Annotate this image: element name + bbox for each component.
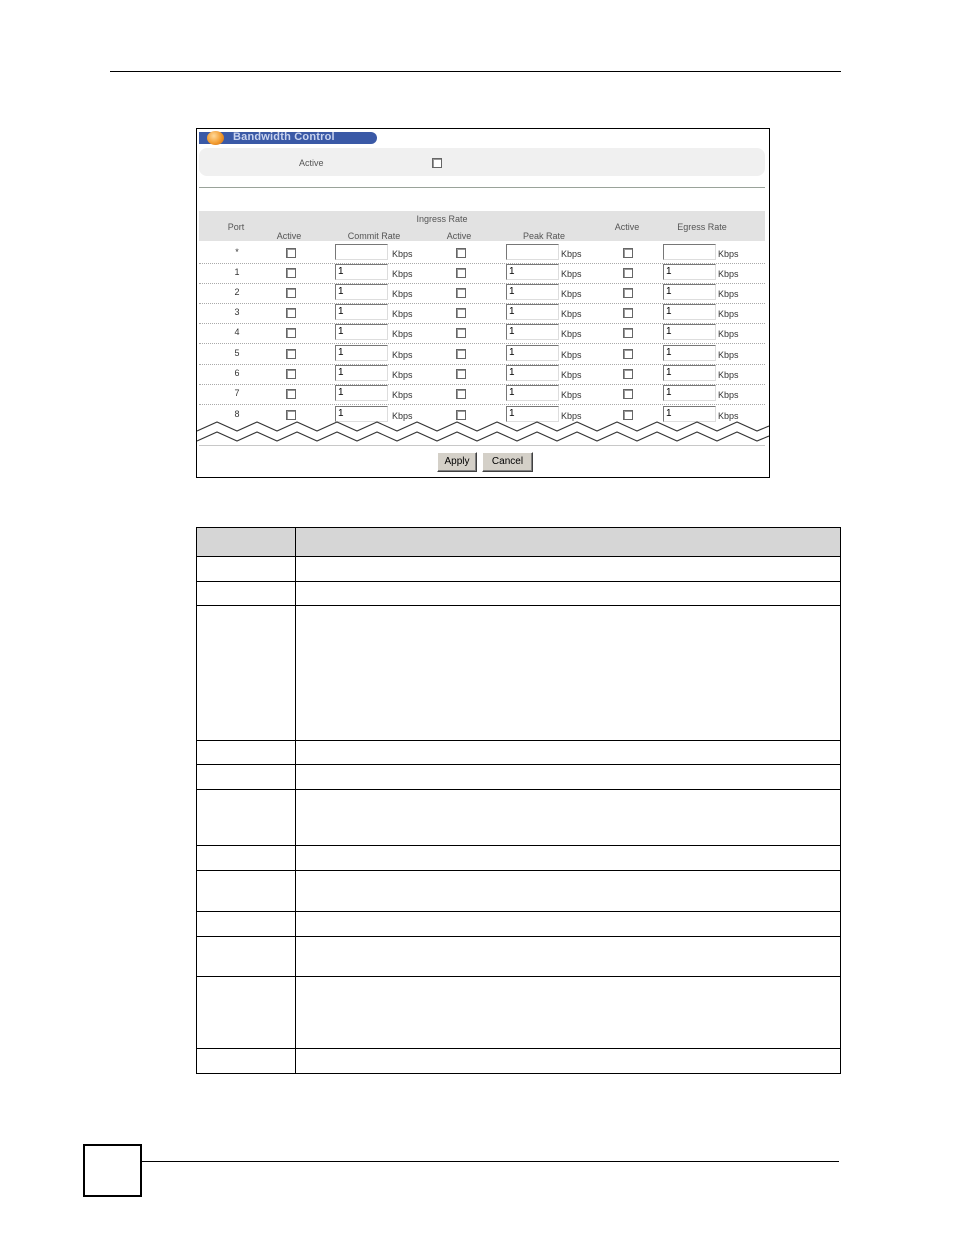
peak-rate-input[interactable]: 1 [506,264,559,280]
peak-rate-input[interactable]: 1 [506,284,559,300]
description-table-header [197,528,840,556]
row-divider [197,911,840,912]
screen-title: Bandwidth Control [233,131,335,143]
egress-rate-unit: Kbps [718,309,739,319]
port-number: 1 [234,267,240,277]
header-peak-rate: Peak Rate [522,231,566,241]
peak-rate-unit: Kbps [561,309,582,319]
bandwidth-control-screen [196,128,770,478]
ingress-active-checkbox[interactable] [286,389,296,399]
page-number-box [83,1144,142,1197]
commit-rate-input[interactable]: 1 [335,345,388,361]
commit-active-checkbox[interactable] [456,328,466,338]
egress-rate-input[interactable]: 1 [663,345,716,361]
commit-rate-input[interactable]: 1 [335,284,388,300]
egress-rate-unit: Kbps [718,289,739,299]
ingress-active-checkbox[interactable] [286,328,296,338]
apply-button[interactable]: Apply [437,452,477,472]
commit-rate-input[interactable]: 1 [335,406,388,422]
row-divider [197,845,840,846]
peak-rate-unit: Kbps [561,411,582,421]
egress-rate-input[interactable]: 1 [663,365,716,381]
cancel-button[interactable]: Cancel [482,452,533,472]
row-divider [197,605,840,606]
egress-active-checkbox[interactable] [623,328,633,338]
port-number: 3 [234,307,240,317]
peak-rate-unit: Kbps [561,289,582,299]
table-row [199,344,765,365]
egress-rate-input[interactable] [663,244,716,260]
port-number: 5 [234,348,240,358]
egress-active-checkbox[interactable] [623,369,633,379]
egress-active-checkbox[interactable] [623,389,633,399]
port-number: 4 [234,327,240,337]
commit-rate-unit: Kbps [392,370,413,380]
commit-active-checkbox[interactable] [456,308,466,318]
egress-rate-input[interactable]: 1 [663,264,716,280]
peak-rate-unit: Kbps [561,390,582,400]
header-commit-active: Active [446,231,472,241]
commit-rate-input[interactable]: 1 [335,264,388,280]
table-row [199,303,765,324]
egress-rate-input[interactable]: 1 [663,284,716,300]
header-ingress-active: Active [276,231,302,241]
peak-rate-input[interactable]: 1 [506,365,559,381]
ingress-active-checkbox[interactable] [286,288,296,298]
global-active-checkbox[interactable] [432,158,442,168]
table-row [199,364,765,385]
egress-rate-unit: Kbps [718,411,739,421]
ingress-active-checkbox[interactable] [286,369,296,379]
row-divider [197,789,840,790]
peak-rate-input[interactable]: 1 [506,345,559,361]
peak-rate-input[interactable] [506,244,559,260]
commit-rate-unit: Kbps [392,249,413,259]
commit-active-checkbox[interactable] [456,349,466,359]
peak-rate-unit: Kbps [561,249,582,259]
commit-rate-input[interactable]: 1 [335,324,388,340]
commit-active-checkbox[interactable] [456,248,466,258]
egress-rate-unit: Kbps [718,370,739,380]
commit-rate-unit: Kbps [392,411,413,421]
egress-rate-unit: Kbps [718,350,739,360]
peak-rate-unit: Kbps [561,350,582,360]
commit-active-checkbox[interactable] [456,288,466,298]
egress-rate-input[interactable]: 1 [663,304,716,320]
row-divider [197,1048,840,1049]
row-divider [197,581,840,582]
commit-rate-unit: Kbps [392,289,413,299]
peak-rate-input[interactable]: 1 [506,304,559,320]
egress-rate-unit: Kbps [718,329,739,339]
peak-rate-input[interactable]: 1 [506,324,559,340]
egress-active-checkbox[interactable] [623,248,633,258]
peak-rate-input[interactable]: 1 [506,406,559,422]
header-commit-rate: Commit Rate [347,231,401,241]
commit-active-checkbox[interactable] [456,268,466,278]
commit-rate-input[interactable]: 1 [335,365,388,381]
egress-rate-unit: Kbps [718,249,739,259]
commit-rate-input[interactable]: 1 [335,385,388,401]
egress-active-checkbox[interactable] [623,288,633,298]
port-number: 2 [234,287,240,297]
commit-rate-input[interactable] [335,244,388,260]
header-ingress-rate: Ingress Rate [416,214,468,224]
row-divider [197,740,840,741]
ingress-active-checkbox[interactable] [286,308,296,318]
egress-rate-unit: Kbps [718,269,739,279]
egress-rate-unit: Kbps [718,390,739,400]
table-row [199,323,765,344]
table-row [199,263,765,284]
peak-rate-input[interactable]: 1 [506,385,559,401]
header-egress-active: Active [614,222,640,232]
port-number: 7 [234,388,240,398]
separator [199,187,765,188]
top-rule [110,71,841,72]
table-row [199,283,765,304]
commit-rate-unit: Kbps [392,269,413,279]
egress-rate-input[interactable]: 1 [663,324,716,340]
column-divider [295,528,296,1073]
commit-active-checkbox[interactable] [456,389,466,399]
egress-active-checkbox[interactable] [623,349,633,359]
row-divider [197,764,840,765]
ingress-active-checkbox[interactable] [286,349,296,359]
egress-rate-input[interactable]: 1 [663,406,716,422]
torn-edge-zigzag [197,419,769,447]
global-active-strip [199,148,765,176]
port-number: 6 [234,368,240,378]
button-separator [199,445,765,446]
peak-rate-unit: Kbps [561,370,582,380]
row-divider [197,936,840,937]
table-row [199,243,765,264]
egress-active-checkbox[interactable] [623,308,633,318]
egress-rate-input[interactable]: 1 [663,385,716,401]
commit-rate-unit: Kbps [392,309,413,319]
commit-rate-input[interactable]: 1 [335,304,388,320]
header-egress-rate: Egress Rate [677,222,727,232]
port-number: 8 [234,409,240,419]
commit-active-checkbox[interactable] [456,369,466,379]
global-active-label: Active [299,158,324,168]
commit-rate-unit: Kbps [392,390,413,400]
commit-rate-unit: Kbps [392,350,413,360]
ingress-active-checkbox[interactable] [286,268,296,278]
egress-active-checkbox[interactable] [623,268,633,278]
peak-rate-unit: Kbps [561,269,582,279]
row-divider [197,556,840,557]
title-orb-icon [207,131,224,145]
ingress-active-checkbox[interactable] [286,248,296,258]
port-number: * [235,247,239,257]
field-description-table [196,527,841,1074]
header-port: Port [227,222,245,232]
peak-rate-unit: Kbps [561,329,582,339]
commit-rate-unit: Kbps [392,329,413,339]
footer-rule [140,1161,839,1162]
row-divider [197,976,840,977]
row-divider [197,870,840,871]
table-row [199,384,765,405]
